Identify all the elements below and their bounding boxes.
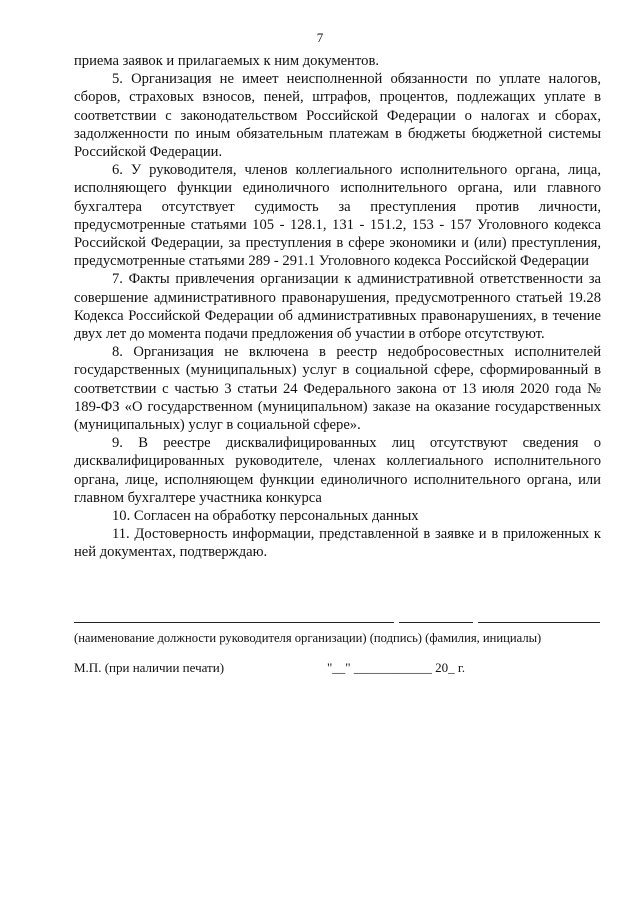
- stamp-label: М.П. (при наличии печати): [74, 660, 225, 675]
- document-body: [74, 52, 601, 562]
- paragraph-item-11: 11. Достоверность информации, представленной в заявке и в приложенных к ней документах, подтверждаю.: [74, 526, 601, 561]
- signature-caption: (наименование должности руководителя организации) (подпись) (фамилия, инициалы): [74, 631, 542, 645]
- paragraph-item-9: 9. В реестре дисквалифицированных лиц отсутствуют сведения о дисквалифицированных руководителе, членах коллегиального исполнительного органа, лице, исполняющем функции единоличного исполнительного органа, или главном бухгалтере участника конкурса: [74, 435, 601, 506]
- signature-lines: [74, 612, 601, 628]
- date-template: "__" ____________ 20_ г.: [327, 660, 465, 675]
- paragraph-item-10: 10. Согласен на обработку персональных данных: [112, 508, 419, 525]
- paragraph-item-6: 6. У руководителя, членов коллегиального исполнительного органа, лица, исполняющего функции единоличного исполнительного органа, или главного бухгалтера отсутствует судимость за преступления против личности, предусмотренные статьями 105 - 128.1, 131 - 151.2, 153 - 157 Уголовного кодекса Российской Федерации, за преступления в сфере экономики и (или) преступления, предусмотренные статьями 289 - 291.1 Уголовного кодекса Российской Федерации: [74, 162, 601, 270]
- position-blank-line: [74, 622, 394, 623]
- paragraph-item-5: 5. Организация не имеет неисполненной обязанности по уплате налогов, сборов, страховых взносов, пеней, штрафов, процентов, подлежащих уплате в соответствии с законодательством Российской Федерации о налогах и сборах, задолженности по иным обязательным платежам в бюджеты бюджетной системы Российской Федерации.: [74, 71, 601, 161]
- name-blank-line: [478, 622, 600, 623]
- page-number: 7: [316, 30, 324, 45]
- paragraph-continuation: приема заявок и прилагаемых к ним документов.: [74, 53, 379, 69]
- paragraph-item-8: 8. Организация не включена в реестр недобросовестных исполнителей государственных (муниципальных) услуг в социальной сфере, сформированный в соответствии с частью 3 статьи 24 Федерального закона от 13 июля 2020 года № 189-ФЗ «О государственном (муниципальном) заказе на оказание государственных (муниципальных) услуг в социальной сфере».: [74, 344, 601, 434]
- paragraph-item-7: 7. Факты привлечения организации к административной ответственности за совершение административного правонарушения, предусмотренного статьей 19.28 Кодекса Российской Федерации об административных правонарушениях, в течение двух лет до момента подачи предложения об участии в отборе отсутствуют.: [74, 271, 601, 343]
- signature-block: [74, 612, 601, 646]
- signature-blank-line: [399, 622, 473, 623]
